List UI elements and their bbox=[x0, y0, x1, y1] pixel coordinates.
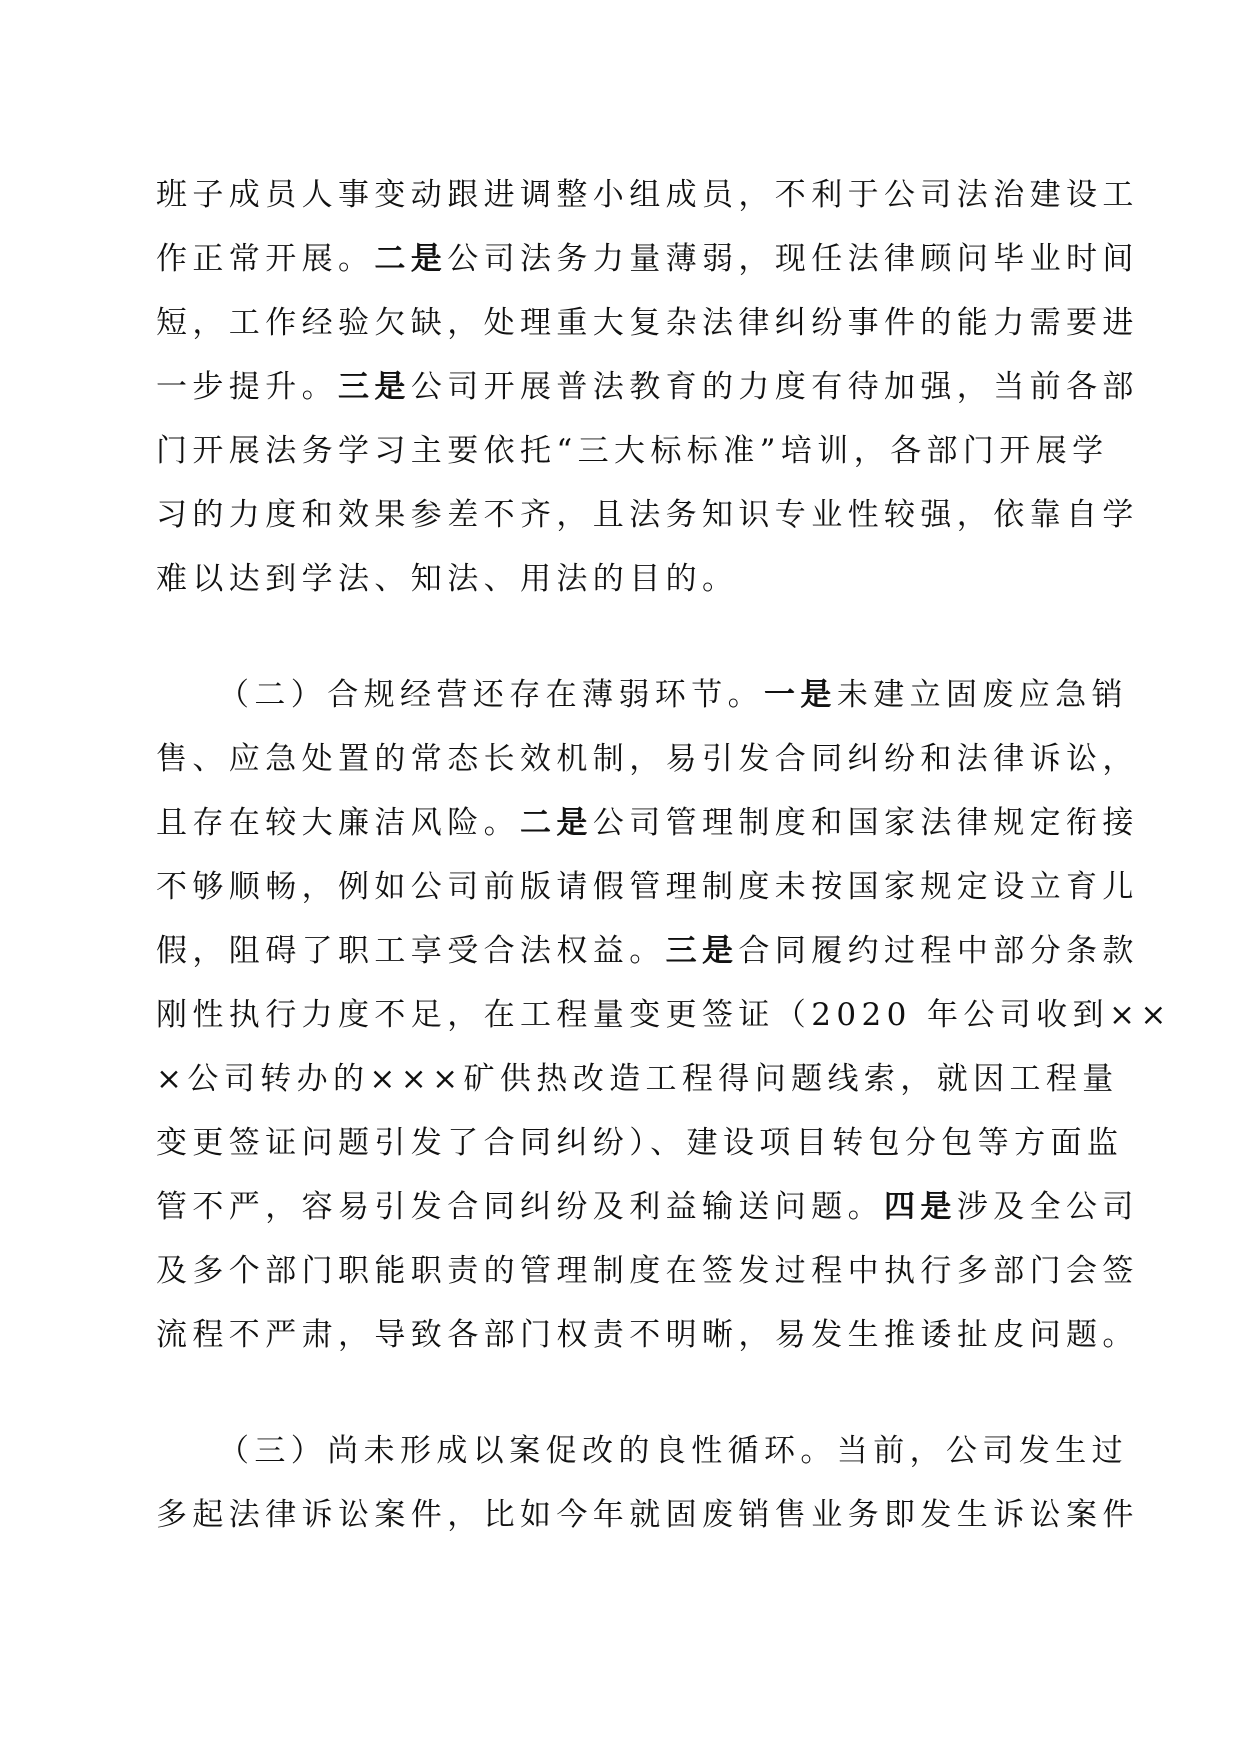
text-line: 多起法律诉讼案件，比如今年就固废销售业务即发生诉讼案件 bbox=[156, 1497, 1139, 1533]
text-line: 短，工作经验欠缺，处理重大复杂法律纠纷事件的能力需要进 bbox=[156, 305, 1139, 341]
text-line: 不够顺畅，例如公司前版请假管理制度未按国家规定设立育儿 bbox=[156, 869, 1139, 905]
text-line: 及多个部门职能职责的管理制度在签发过程中执行多部门会签 bbox=[156, 1253, 1139, 1289]
text-line: 管不严，容易引发合同纠纷及利益输送问题。四是涉及全公司 bbox=[156, 1189, 1139, 1225]
text-line: 难以达到学法、知法、用法的目的。 bbox=[156, 561, 739, 597]
text-line: 变更签证问题引发了合同纠纷）、建设项目转包分包等方面监 bbox=[156, 1125, 1124, 1161]
text-line: 作正常开展。二是公司法务力量薄弱，现任法律顾问毕业时间 bbox=[156, 241, 1139, 277]
text-line: 习的力度和效果参差不齐，且法务知识专业性较强，依靠自学 bbox=[156, 497, 1139, 533]
text-line: 流程不严肃，导致各部门权责不明晰，易发生推诿扯皮问题。 bbox=[156, 1317, 1139, 1353]
section-heading-line: （二）合规经营还存在薄弱环节。一是未建立固废应急销 bbox=[218, 677, 1129, 713]
text-line: 刚性执行力度不足，在工程量变更签证（2020 年公司收到×× bbox=[156, 997, 1172, 1033]
text-line: 售、应急处置的常态长效机制，易引发合同纠纷和法律诉讼， bbox=[156, 741, 1139, 777]
text-line: 门开展法务学习主要依托“三大标标准”培训，各部门开展学 bbox=[156, 433, 1109, 469]
text-line: ×公司转办的×××矿供热改造工程得问题线索，就因工程量 bbox=[156, 1061, 1119, 1097]
section-heading-line: （三）尚未形成以案促改的良性循环。当前，公司发生过 bbox=[218, 1433, 1128, 1469]
text-line: 假，阻碍了职工享受合法权益。三是合同履约过程中部分条款 bbox=[156, 933, 1139, 969]
text-line: 一步提升。三是公司开展普法教育的力度有待加强，当前各部 bbox=[156, 369, 1139, 405]
text-line: 且存在较大廉洁风险。二是公司管理制度和国家法律规定衔接 bbox=[156, 805, 1139, 841]
text-line: 班子成员人事变动跟进调整小组成员，不利于公司法治建设工 bbox=[156, 177, 1139, 213]
